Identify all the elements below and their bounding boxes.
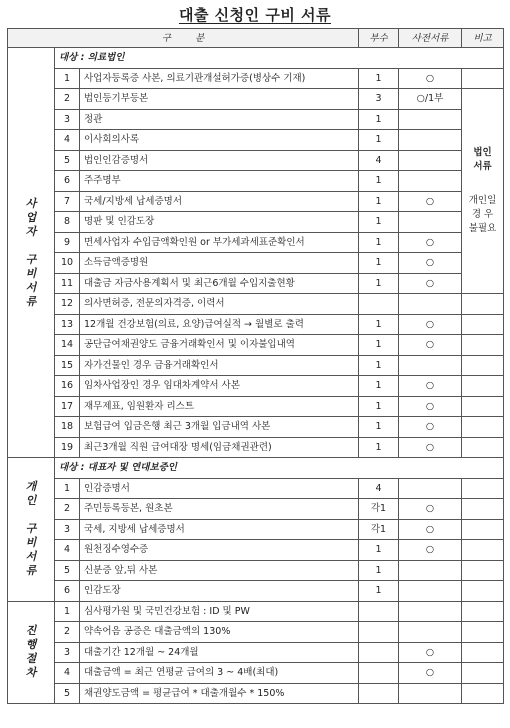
remark-empty (462, 581, 504, 602)
row-number: 4 (55, 540, 80, 561)
title-area (0, 0, 510, 28)
copies-count (359, 294, 399, 315)
remark-line: 개인일 (468, 195, 497, 206)
section-title: 대상 : 대표자 및 연대보증인 (55, 458, 504, 479)
row-number: 3 (55, 519, 80, 540)
row-number: 6 (55, 171, 80, 192)
section-label-char: 구 (25, 252, 37, 266)
copies-count: 각1 (359, 499, 399, 520)
table-row (8, 171, 504, 192)
header-remark: 비고 (462, 29, 504, 48)
row-number: 5 (55, 560, 80, 581)
pre-doc-mark (399, 581, 462, 602)
document-item: 대출금 자금사용계획서 및 최근6개월 수입지출현황 (80, 273, 359, 294)
row-number: 10 (55, 253, 80, 274)
document-item: 원천징수영수증 (80, 540, 359, 561)
document-item: 임차사업장인 경우 임대차계약서 사본 (80, 376, 359, 397)
row-number: 2 (55, 499, 80, 520)
row-number: 1 (55, 68, 80, 89)
section-title-row (8, 458, 504, 479)
document-item: 주주명부 (80, 171, 359, 192)
copies-count: 1 (359, 232, 399, 253)
pre-doc-mark (399, 212, 462, 233)
pre-doc-mark (399, 683, 462, 704)
pre-doc-mark: ○ (399, 417, 462, 438)
copies-count (359, 663, 399, 684)
document-item: 의사면허증, 전문의자격증, 이력서 (80, 294, 359, 315)
table-row (8, 540, 504, 561)
document-item: 12개월 건강보험(의료, 요양)급여실적 → 월별로 출력 (80, 314, 359, 335)
section-label-char: 진 (25, 624, 37, 638)
table-row (8, 109, 504, 130)
pre-doc-mark: ○ (399, 335, 462, 356)
row-number: 5 (55, 683, 80, 704)
section-label-char: 서 (25, 280, 37, 294)
table-row (8, 273, 504, 294)
pre-doc-mark: ○/1부 (399, 89, 462, 110)
row-number: 16 (55, 376, 80, 397)
procedure-section-label (8, 601, 55, 704)
copies-count: 4 (359, 478, 399, 499)
copies-count (359, 683, 399, 704)
copies-count (359, 601, 399, 622)
copies-count: 4 (359, 150, 399, 171)
pre-doc-mark: ○ (399, 314, 462, 335)
table-row (8, 499, 504, 520)
document-item: 주민등록등본, 원초본 (80, 499, 359, 520)
document-item: 최근3개월 직원 급여대장 명세(임금채권관련) (80, 437, 359, 458)
table-row (8, 396, 504, 417)
row-number: 3 (55, 642, 80, 663)
remark-empty (462, 642, 504, 663)
copies-count: 1 (359, 314, 399, 335)
header-category: 구 분 (8, 29, 359, 48)
pre-doc-mark: ○ (399, 396, 462, 417)
document-item: 대출금액 = 최근 연평균 급여의 3 ~ 4배(최대) (80, 663, 359, 684)
table-row (8, 478, 504, 499)
document-item: 신분증 앞,뒤 사본 (80, 560, 359, 581)
remark-bold (464, 146, 501, 174)
remark-empty (462, 601, 504, 622)
pre-doc-mark: ○ (399, 253, 462, 274)
pre-doc-mark (399, 355, 462, 376)
pre-doc-mark: ○ (399, 499, 462, 520)
document-item: 법인등기부등본 (80, 89, 359, 110)
row-number: 13 (55, 314, 80, 335)
copies-count: 1 (359, 376, 399, 397)
table-header-row (8, 29, 504, 48)
section-title-row (8, 48, 504, 69)
personal-section-label (8, 458, 55, 602)
document-item: 대출기간 12개월 ~ 24개월 (80, 642, 359, 663)
row-number: 12 (55, 294, 80, 315)
row-number: 6 (55, 581, 80, 602)
section-label-char: 절 (25, 652, 37, 666)
document-item: 심사평가원 및 국민건강보험 : ID 및 PW (80, 601, 359, 622)
pre-doc-mark: ○ (399, 663, 462, 684)
remark-empty (462, 68, 504, 89)
document-item: 국세, 지방세 납세증명서 (80, 519, 359, 540)
table-row (8, 191, 504, 212)
remark-empty (462, 335, 504, 356)
table-row (8, 335, 504, 356)
section-label-char: 비 (25, 536, 37, 550)
section-label-char: 서 (25, 550, 37, 564)
table-row (8, 355, 504, 376)
document-item: 인감증명서 (80, 478, 359, 499)
copies-count: 1 (359, 109, 399, 130)
document-item: 명판 및 인감도장 (80, 212, 359, 233)
pre-doc-mark: ○ (399, 376, 462, 397)
pre-doc-mark (399, 622, 462, 643)
pre-doc-mark (399, 560, 462, 581)
section-label-char (8, 508, 54, 522)
pre-doc-mark (399, 130, 462, 151)
document-item: 이사회의사록 (80, 130, 359, 151)
section-label-char (8, 239, 54, 253)
remark-empty (462, 417, 504, 438)
table-row (8, 560, 504, 581)
copies-count: 1 (359, 437, 399, 458)
row-number: 5 (55, 150, 80, 171)
pre-doc-mark: ○ (399, 519, 462, 540)
row-number: 14 (55, 335, 80, 356)
table-row (8, 89, 504, 110)
copies-count: 1 (359, 396, 399, 417)
copies-count: 1 (359, 253, 399, 274)
table-body (8, 48, 504, 704)
remark-empty (462, 499, 504, 520)
pre-doc-mark (399, 294, 462, 315)
remark-empty (462, 519, 504, 540)
table-row (8, 130, 504, 151)
remark-empty (462, 663, 504, 684)
table-row (8, 294, 504, 315)
row-number: 18 (55, 417, 80, 438)
table-row (8, 212, 504, 233)
document-item: 인감도장 (80, 581, 359, 602)
document-item: 채권양도금액 = 평균급여 * 대출개월수 * 150% (80, 683, 359, 704)
table-row (8, 601, 504, 622)
document-item: 국세/지방세 납세증명서 (80, 191, 359, 212)
table-row (8, 683, 504, 704)
table-row (8, 68, 504, 89)
section-label-char: 류 (25, 564, 37, 578)
copies-count: 1 (359, 273, 399, 294)
remark-empty (462, 478, 504, 499)
remark-empty (462, 560, 504, 581)
section-label-char: 비 (25, 266, 37, 280)
document-table (7, 28, 504, 704)
row-number: 1 (55, 601, 80, 622)
remark-empty (462, 314, 504, 335)
row-number: 1 (55, 478, 80, 499)
section-label-char: 개 (25, 480, 37, 494)
document-item: 소득금액증명원 (80, 253, 359, 274)
pre-doc-mark: ○ (399, 191, 462, 212)
document-item: 공단급여채권양도 금융거래확인서 및 이자불입내역 (80, 335, 359, 356)
remark-bold-line: 서류 (473, 161, 492, 172)
remark-empty (462, 437, 504, 458)
remark-empty (462, 540, 504, 561)
remark-empty (462, 355, 504, 376)
remark-empty (462, 622, 504, 643)
copies-count: 1 (359, 335, 399, 356)
remark-empty (462, 396, 504, 417)
business-section-label (8, 48, 55, 458)
remark-line: 경 우 (471, 209, 494, 220)
remark-empty (462, 294, 504, 315)
remark-bold-line: 법인 (473, 147, 492, 158)
table-row (8, 253, 504, 274)
pre-doc-mark: ○ (399, 540, 462, 561)
copies-count: 1 (359, 212, 399, 233)
document-item: 면세사업자 수입금액확인원 or 부가세과세표준확인서 (80, 232, 359, 253)
row-number: 19 (55, 437, 80, 458)
section-label-char: 구 (25, 522, 37, 536)
row-number: 4 (55, 130, 80, 151)
section-label-char: 업 (25, 210, 37, 224)
row-number: 9 (55, 232, 80, 253)
section-title: 대상 : 의료법인 (55, 48, 504, 69)
copies-count: 1 (359, 171, 399, 192)
document-item: 법인인감증명서 (80, 150, 359, 171)
table-row (8, 417, 504, 438)
row-number: 15 (55, 355, 80, 376)
pre-doc-mark (399, 478, 462, 499)
document-title: 대출 신청인 구비 서류 (178, 5, 332, 24)
row-number: 17 (55, 396, 80, 417)
copies-count: 1 (359, 130, 399, 151)
table-row (8, 663, 504, 684)
row-number: 4 (55, 663, 80, 684)
pre-doc-mark (399, 109, 462, 130)
section-label-char: 행 (25, 638, 37, 652)
section-label-char: 자 (25, 224, 37, 238)
copies-count: 1 (359, 540, 399, 561)
row-number: 2 (55, 89, 80, 110)
copies-count: 1 (359, 68, 399, 89)
table-row (8, 622, 504, 643)
copies-count (359, 622, 399, 643)
table-row (8, 437, 504, 458)
table-row (8, 150, 504, 171)
section-label-char: 사 (25, 196, 37, 210)
copies-count: 1 (359, 355, 399, 376)
copies-count: 1 (359, 417, 399, 438)
document-item: 약속어음 공증은 대출금액의 130% (80, 622, 359, 643)
copies-count: 각1 (359, 519, 399, 540)
document-item: 재무제표, 임원환자 리스트 (80, 396, 359, 417)
remark-empty (462, 683, 504, 704)
section-label-char: 류 (25, 294, 37, 308)
row-number: 3 (55, 109, 80, 130)
pre-doc-mark (399, 601, 462, 622)
table-row (8, 581, 504, 602)
pre-doc-mark: ○ (399, 232, 462, 253)
remark-empty (462, 376, 504, 397)
header-copies: 부수 (359, 29, 399, 48)
row-number: 11 (55, 273, 80, 294)
table-row (8, 642, 504, 663)
pre-doc-mark: ○ (399, 68, 462, 89)
table-row (8, 519, 504, 540)
row-number: 7 (55, 191, 80, 212)
table-row (8, 232, 504, 253)
document-item: 자가건물인 경우 금융거래확인서 (80, 355, 359, 376)
document-item: 보험급여 입금은행 최근 3개월 입금내역 사본 (80, 417, 359, 438)
table-row (8, 376, 504, 397)
section-label-char: 인 (25, 494, 37, 508)
copies-count (359, 642, 399, 663)
row-number: 2 (55, 622, 80, 643)
copies-count: 3 (359, 89, 399, 110)
copies-count: 1 (359, 581, 399, 602)
remark-note (462, 89, 504, 294)
pre-doc-mark (399, 171, 462, 192)
pre-doc-mark: ○ (399, 273, 462, 294)
pre-doc-mark: ○ (399, 642, 462, 663)
table-row (8, 314, 504, 335)
row-number: 8 (55, 212, 80, 233)
document-item: 사업자등록증 사본, 의료기관개설허가증(병상수 기재) (80, 68, 359, 89)
copies-count: 1 (359, 191, 399, 212)
copies-count: 1 (359, 560, 399, 581)
pre-doc-mark: ○ (399, 437, 462, 458)
header-pre-doc: 사전서류 (399, 29, 462, 48)
pre-doc-mark (399, 150, 462, 171)
section-label-char: 차 (25, 666, 37, 680)
remark-line: 불필요 (468, 223, 497, 234)
document-item: 정관 (80, 109, 359, 130)
